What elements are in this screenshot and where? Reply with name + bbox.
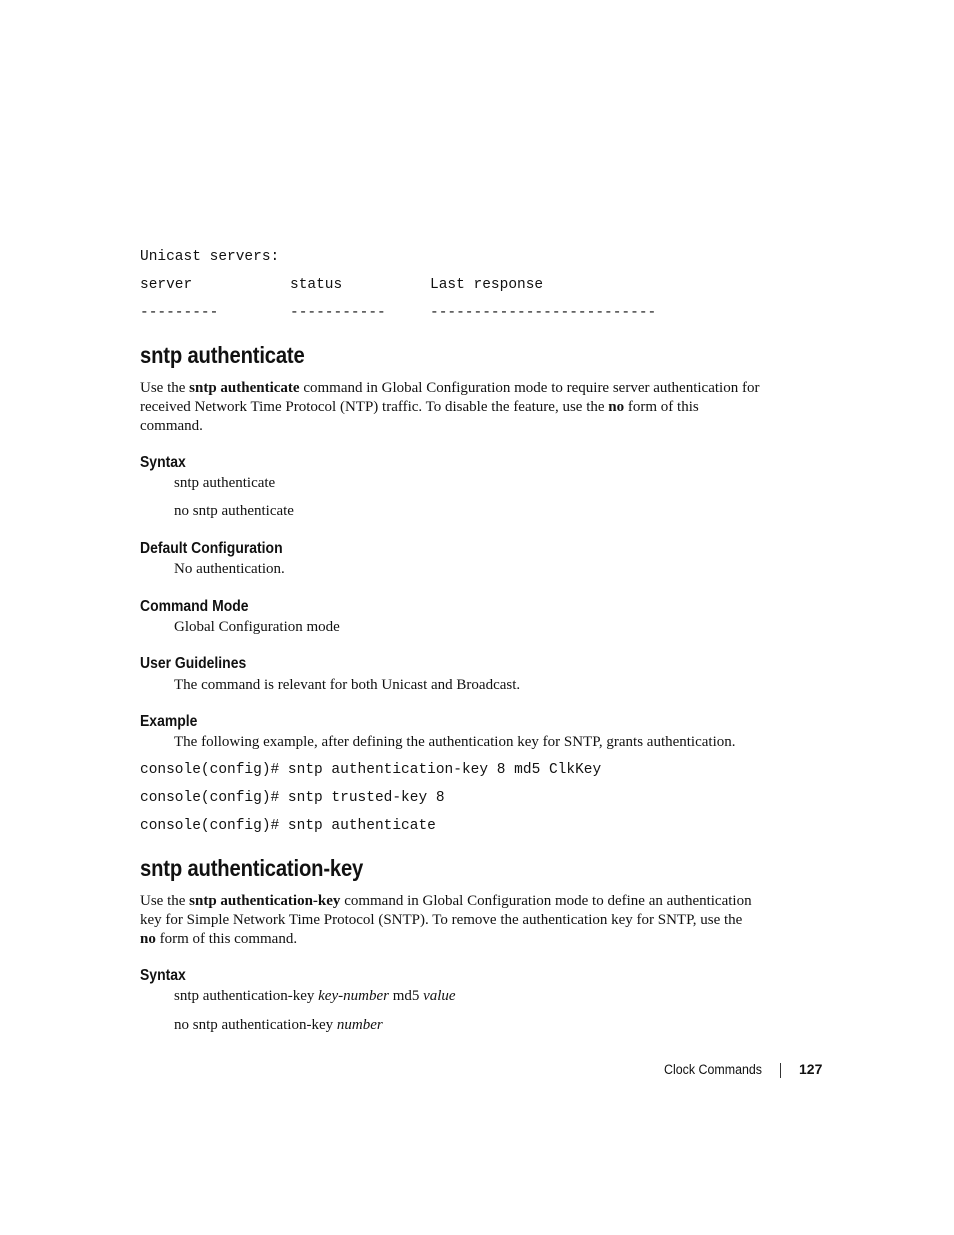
footer-page-number: 127 xyxy=(799,1061,823,1077)
default-configuration-heading: Default Configuration xyxy=(140,540,283,557)
code-col-status: status xyxy=(290,277,343,293)
section2-intro-paragraph xyxy=(140,892,760,949)
syntax-argument: key-number xyxy=(318,988,389,1004)
intro-command: sntp authentication-key xyxy=(189,893,341,909)
syntax-keyword: md5 xyxy=(392,988,420,1004)
intro-text: form of this command. xyxy=(140,399,699,434)
syntax-heading: Syntax xyxy=(140,454,186,471)
intro-text: Use the xyxy=(140,380,190,396)
intro-command: sntp authenticate xyxy=(189,380,300,396)
code-col-server: server xyxy=(140,277,193,293)
syntax-command: no sntp authentication-key xyxy=(174,1017,334,1033)
code-dash-last: -------------------------- xyxy=(430,305,657,321)
section-title-sntp-authentication-key: sntp authentication-key xyxy=(140,855,364,881)
syntax-heading: Syntax xyxy=(140,967,186,984)
code-dash-status: ----------- xyxy=(290,305,386,321)
footer-chapter-title: Clock Commands xyxy=(664,1062,763,1077)
example-code-line-1: console(config)# sntp authentication-key 8 md5 ClkKey xyxy=(140,762,602,778)
code-unicast-servers: Unicast servers: xyxy=(140,249,280,265)
intro-text: command in Global Configuration mode to define an authentication key for Simple Network Time Protocol (SNTP). To remove the authentication key for SNTP, use the xyxy=(140,893,752,928)
example-heading: Example xyxy=(140,713,198,730)
section1-intro-paragraph xyxy=(140,379,760,436)
user-guidelines-text: The command is relevant for both Unicast and Broadcast. xyxy=(174,677,521,693)
user-guidelines-heading: User Guidelines xyxy=(140,655,247,672)
default-configuration-text: No authentication. xyxy=(174,561,285,577)
syntax-argument: value xyxy=(423,988,456,1004)
intro-no-keyword: no xyxy=(140,931,156,947)
syntax-line-1 xyxy=(174,987,456,1006)
code-col-last-response: Last response xyxy=(430,277,544,293)
intro-text: form of this command. xyxy=(155,931,298,947)
syntax-command: sntp authentication-key xyxy=(174,988,315,1004)
syntax-line-2: no sntp authenticate xyxy=(174,503,294,519)
section-title-sntp-authenticate: sntp authenticate xyxy=(140,342,305,368)
command-mode-heading: Command Mode xyxy=(140,598,249,615)
intro-text: command in Global Configuration mode to require server authentication for received Network Time Protocol (NTP) traffic. To disable the feature, use the xyxy=(140,380,760,415)
syntax-line-1: sntp authenticate xyxy=(174,475,276,491)
footer-separator xyxy=(780,1063,781,1078)
example-code-line-3: console(config)# sntp authenticate xyxy=(140,818,436,834)
syntax-line-2 xyxy=(174,1016,383,1035)
intro-no-keyword: no xyxy=(608,399,625,415)
syntax-argument: number xyxy=(336,1017,383,1033)
example-text: The following example, after defining the authentication key for SNTP, grants authentication. xyxy=(174,734,736,750)
command-mode-text: Global Configuration mode xyxy=(174,619,340,635)
code-dash-server: --------- xyxy=(140,305,219,321)
example-code-line-2: console(config)# sntp trusted-key 8 xyxy=(140,790,445,806)
intro-text: Use the xyxy=(140,893,190,909)
